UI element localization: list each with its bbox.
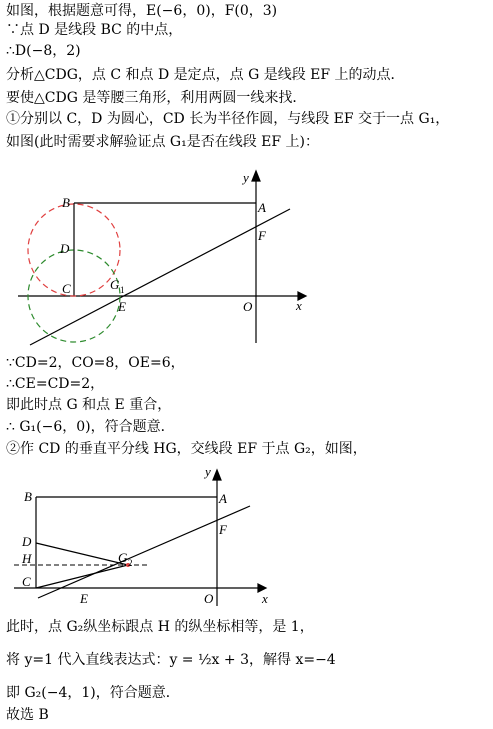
text-line-11: ∴ G₁(−6，0)，符合题意． bbox=[6, 419, 175, 435]
text-line-9: ∴CE=CD=2， bbox=[6, 376, 105, 392]
text-line-2: ∵点 D 是线段 BC 的中点， bbox=[6, 22, 183, 38]
fig1-label-G1: G bbox=[110, 277, 120, 292]
text-line-13: 此时，点 G₂纵坐标跟点 H 的纵坐标相等，是 1， bbox=[6, 619, 314, 635]
figure-2 bbox=[0, 460, 290, 610]
fig2-label-C: C bbox=[22, 574, 31, 589]
text-line-8: ∵CD=2，CO=8，OE=6， bbox=[6, 355, 185, 371]
fig2-label-B: B bbox=[24, 489, 32, 504]
fig2-label-H: H bbox=[22, 551, 32, 566]
fig1-label-E: E bbox=[118, 299, 126, 314]
fig2-label-D: D bbox=[22, 534, 32, 549]
fig2-label-G2: G bbox=[118, 550, 128, 565]
figure-1 bbox=[0, 165, 320, 350]
text-line-15: 即 G₂(−4，1)，符合题意． bbox=[6, 685, 180, 701]
fig1-label-G1-sub: 1 bbox=[120, 285, 125, 295]
fig1-label-y: y bbox=[243, 170, 249, 185]
fig2-label-F: F bbox=[219, 522, 227, 537]
fig2-label-G2-sub: 2 bbox=[128, 558, 133, 568]
fig1-label-D: D bbox=[60, 241, 70, 256]
text-line-16: 故选 B bbox=[6, 707, 49, 723]
fig1-label-B: B bbox=[62, 195, 70, 210]
text-line-5: 要使△CDG 是等腰三角形，利用两圆一线来找． bbox=[6, 90, 307, 106]
fig1-label-x: x bbox=[296, 298, 302, 313]
fig1-label-F: F bbox=[258, 228, 266, 243]
fig2-label-A: A bbox=[219, 491, 227, 506]
text-line-3: ∴D(−8，2) bbox=[6, 43, 81, 59]
fig2-label-E: E bbox=[80, 591, 88, 606]
text-line-4: 分析△CDG，点 C 和点 D 是定点，点 G 是线段 EF 上的动点． bbox=[6, 67, 405, 83]
fig2-label-y: y bbox=[205, 464, 211, 479]
fig1-label-A: A bbox=[258, 200, 266, 215]
text-line-14: 将 y=1 代入直线表达式：y = ½x + 3，解得 x=−4 bbox=[6, 652, 336, 668]
fig2-label-x: x bbox=[262, 591, 268, 606]
text-line-10: 即此时点 G 和点 E 重合， bbox=[6, 397, 172, 413]
fig2-label-O: O bbox=[204, 591, 214, 606]
fig1-label-C: C bbox=[62, 281, 71, 296]
text-line-1: 如图，根据题意可得，E(−6，0)，F(0，3) bbox=[6, 3, 278, 19]
text-line-7: 如图(此时需要求解验证点 G₁是否在线段 EF 上)： bbox=[6, 134, 320, 150]
fig1-label-O: O bbox=[243, 299, 253, 314]
text-line-6: ①分别以 C，D 为圆心，CD 长为半径作圆，与线段 EF 交于一点 G₁， bbox=[6, 111, 450, 127]
text-line-12: ②作 CD 的垂直平分线 HG，交线段 EF 于点 G₂，如图， bbox=[6, 441, 367, 457]
